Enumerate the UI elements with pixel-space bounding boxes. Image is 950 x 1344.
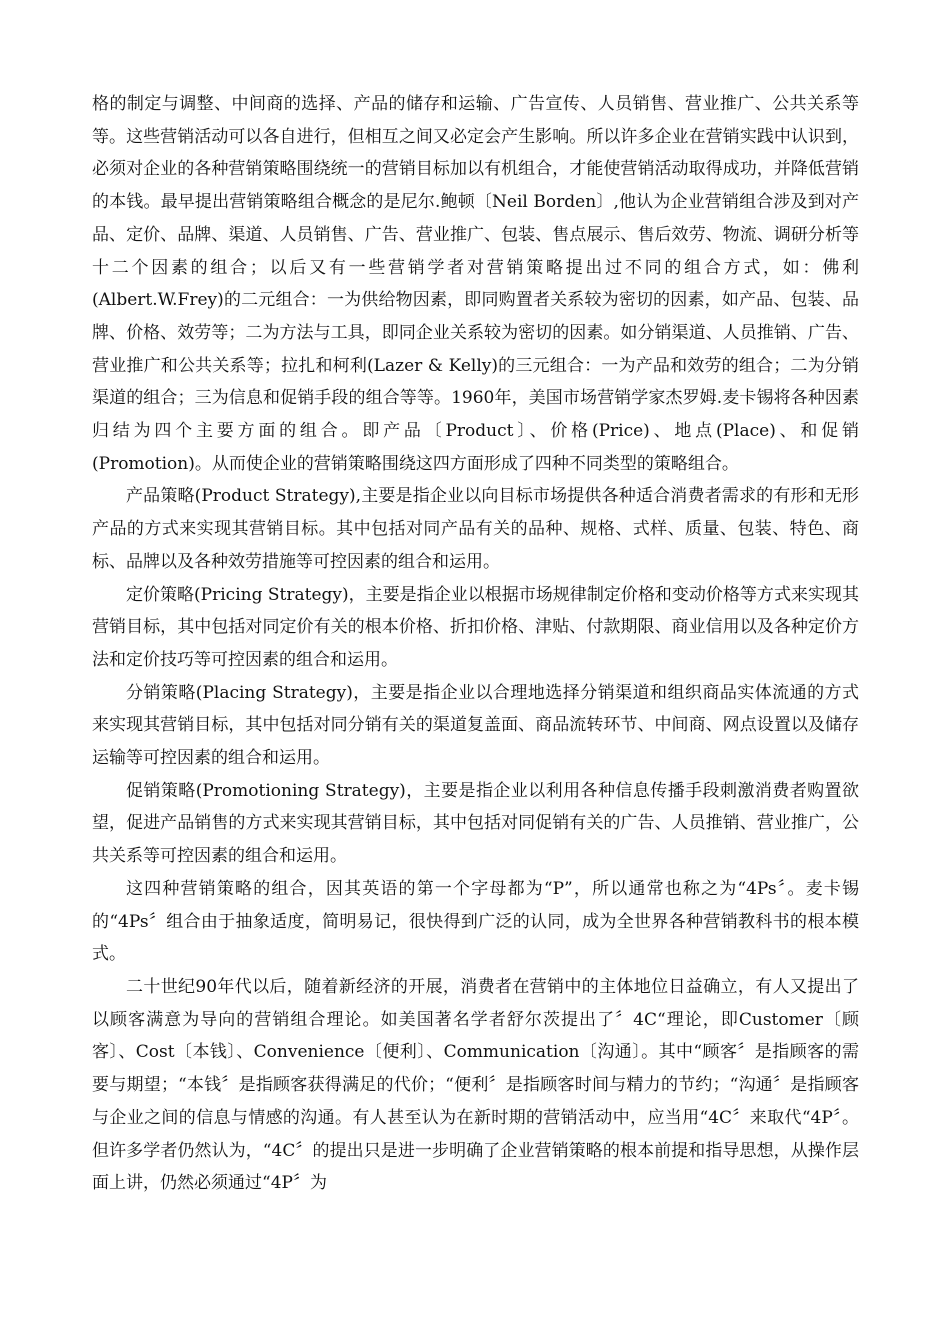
- paragraph-placing-strategy: 分销策略(Placing Strategy)，主要是指企业以合理地选择分销渠道和组织商品实体流通的方式来实现其营销目标，其中包括对同分销有关的渠道复盖面、商品流转环节、中间商、网点设置以及储存运输等可控因素的组合和运用。: [92, 682, 859, 769]
- paragraph-4ps-summary: 这四种营销策略的组合，因其英语的第一个字母都为“P”，所以通常也称之为“4Ps〞。麦卡锡的“4Ps〞组合由于抽象适度，简明易记，很快得到广泛的认同，成为全世界各种营销教科书的根本模式。: [92, 878, 859, 965]
- paragraph-promotion-strategy: 促销策略(Promotioning Strategy)，主要是指企业以利用各种信息传播手段刺激消费者购置欲望，促进产品销售的方式来实现其营销目标，其中包括对同促销有关的广告、人员推销、营业推广，公共关系等可控因素的组合和运用。: [92, 780, 859, 867]
- paragraph-pricing-strategy: 定价策略(Pricing Strategy)，主要是指企业以根据市场规律制定价格和变动价格等方式来实现其营销目标，其中包括对同定价有关的根本价格、折扣价格、津贴、付款期限、商业信用以及各种定价方法和定价技巧等可控因素的组合和运用。: [92, 584, 859, 670]
- paragraph-marketing-mix-history: 格的制定与调整、中间商的选择、产品的储存和运输、广告宣传、人员销售、营业推广、公共关系等等。这些营销活动可以各自进行，但相互之间又必定会产生影响。所以许多企业在营销实践中认识到，必须对企业的各种营销策略围绕统一的营销目标加以有机组合，才能使营销活动取得成功，并降低营销的本钱。最早提出营销策略组合概念的是尼尔.鲍顿〔Neil Borden〕,他认为企业营销组合涉及到对产品、定价、品牌、渠道、人员销售、广告、营业推广、包装、售点展示、售后效劳、物流、调研分析等十二个因素的组合；以后又有一些营销学者对营销策略提出过不同的组合方式，如：佛利(Albert.W.Frey)的二元组合：一为供给物因素，即同购置者关系较为密切的因素，如产品、包装、品牌、价格、效劳等；二为方法与工具，即同企业关系较为密切的因素。如分销渠道、人员推销、广告、营业推广和公共关系等；拉扎和柯利(Lazer & Kelly)的三元组合：一为产品和效劳的组合；二为分销渠道的组合；三为信息和促销手段的组合等等。1960年，美国市场营销学家杰罗姆.麦卡锡将各种因素归结为四个主要方面的组合。即产品〔Product〕、价格(Price)、地点(Place)、和促销(Promotion)。从而使企业的营销策略围绕这四方面形成了四种不同类型的策略组合。: [92, 94, 859, 474]
- document-body: [92, 88, 859, 1200]
- paragraph-product-strategy: 产品策略(Product Strategy),主要是指企业以向目标市场提供各种适合消费者需求的有形和无形产品的方式来实现其营销目标。其中包括对同产品有关的品种、规格、式样、质量、包装、特色、商标、品牌以及各种效劳措施等可控因素的组合和运用。: [92, 486, 859, 572]
- paragraph-4c-theory: 二十世纪90年代以后，随着新经济的开展，消费者在营销中的主体地位日益确立，有人又提出了以顾客满意为导向的营销组合理论。如美国著名学者舒尔茨提出了〞4C“理论，即Customer〔顾客〕、Cost〔本钱〕、Convenience〔便利〕、Communication〔沟通〕。其中“顾客〞是指顾客的需要与期望；“本钱〞是指顾客获得满足的代价；“便利〞是指顾客时间与精力的节约；“沟通〞是指顾客与企业之间的信息与情感的沟通。有人甚至认为在新时期的营销活动中，应当用“4C〞来取代“4P〞。但许多学者仍然认为，“4C〞的提出只是进一步明确了企业营销策略的根本前提和指导思想，从操作层面上讲，仍然必须通过“4P〞为: [92, 976, 859, 1194]
